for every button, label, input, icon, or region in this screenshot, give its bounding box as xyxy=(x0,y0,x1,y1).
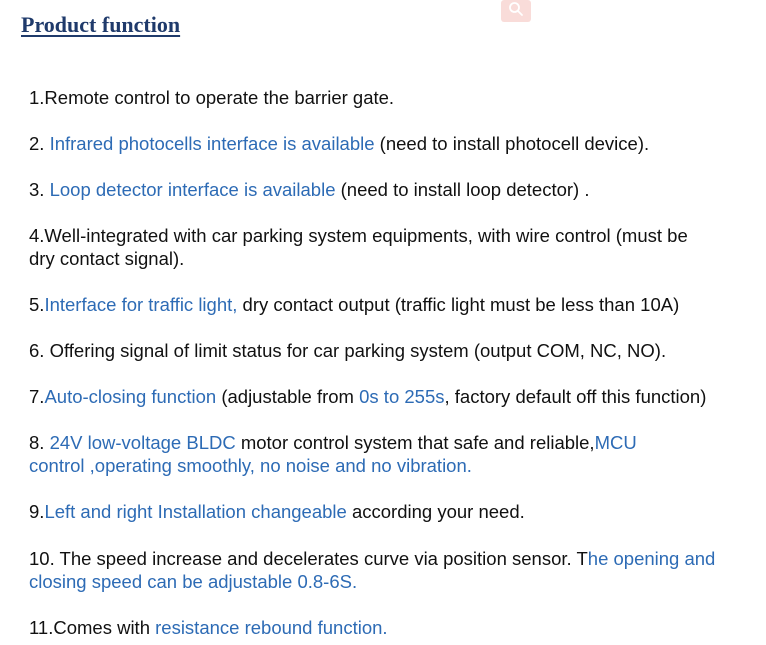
list-item xyxy=(29,132,749,155)
item-text: 4.Well-integrated with car parking system equipments, with wire control (must be xyxy=(29,225,688,246)
highlighted-text: Infrared photocells interface is available xyxy=(49,133,375,154)
search-icon xyxy=(508,1,524,22)
search-button[interactable] xyxy=(501,0,531,22)
highlighted-text: MCU xyxy=(594,432,637,453)
highlighted-text: closing speed can be adjustable 0.8-6S. xyxy=(29,571,358,592)
item-text: (need to install loop detector) . xyxy=(335,179,590,200)
highlighted-text: 24V low-voltage BLDC xyxy=(49,432,236,453)
item-text: 10. The speed increase and decelerates curve via position sensor. T xyxy=(29,548,588,569)
item-text: 1.Remote control to operate the barrier gate. xyxy=(29,87,395,108)
list-item xyxy=(29,339,749,362)
item-line xyxy=(29,547,749,570)
item-text: , factory default off this function) xyxy=(444,386,707,407)
highlighted-text: control ,operating smoothly, no noise and no vibration. xyxy=(29,455,472,476)
list-item xyxy=(29,547,749,593)
item-text: 8. xyxy=(29,432,50,453)
list-item xyxy=(29,224,749,270)
list-item xyxy=(29,178,749,201)
item-text: 2. xyxy=(29,133,50,154)
highlighted-text: Auto-closing function xyxy=(44,386,217,407)
item-text: 3. xyxy=(29,179,50,200)
item-text: 6. Offering signal of limit status for car parking system (output COM, NC, NO). xyxy=(29,340,667,361)
list-item xyxy=(29,500,749,523)
item-text: (need to install photocell device). xyxy=(374,133,650,154)
list-item xyxy=(29,86,749,109)
highlighted-text: 0s to 255s xyxy=(359,386,445,407)
highlighted-text: he opening and xyxy=(587,548,716,569)
item-line xyxy=(29,570,749,593)
item-text: 11.Comes with xyxy=(29,617,156,638)
item-line xyxy=(29,224,749,247)
highlighted-text: resistance rebound function. xyxy=(155,617,388,638)
item-text: dry contact output (traffic light must be less than 10A) xyxy=(237,294,680,315)
list-item xyxy=(29,385,749,408)
list-item xyxy=(29,431,749,477)
highlighted-text: Loop detector interface is available xyxy=(49,179,336,200)
item-line xyxy=(29,454,749,477)
item-line xyxy=(29,247,749,270)
item-text: (adjustable from xyxy=(216,386,360,407)
item-text: according your need. xyxy=(346,501,525,522)
item-text: 7. xyxy=(29,386,45,407)
item-text: dry contact signal). xyxy=(29,248,185,269)
highlighted-text: Left and right Installation changeable xyxy=(44,501,347,522)
item-line xyxy=(29,431,749,454)
page-title: Product function xyxy=(21,12,181,37)
item-text: motor control system that safe and reliable, xyxy=(235,432,595,453)
list-item xyxy=(29,293,749,316)
item-text: 5. xyxy=(29,294,45,315)
list-item xyxy=(29,616,749,639)
highlighted-text: Interface for traffic light, xyxy=(44,294,238,315)
item-text: 9. xyxy=(29,501,45,522)
